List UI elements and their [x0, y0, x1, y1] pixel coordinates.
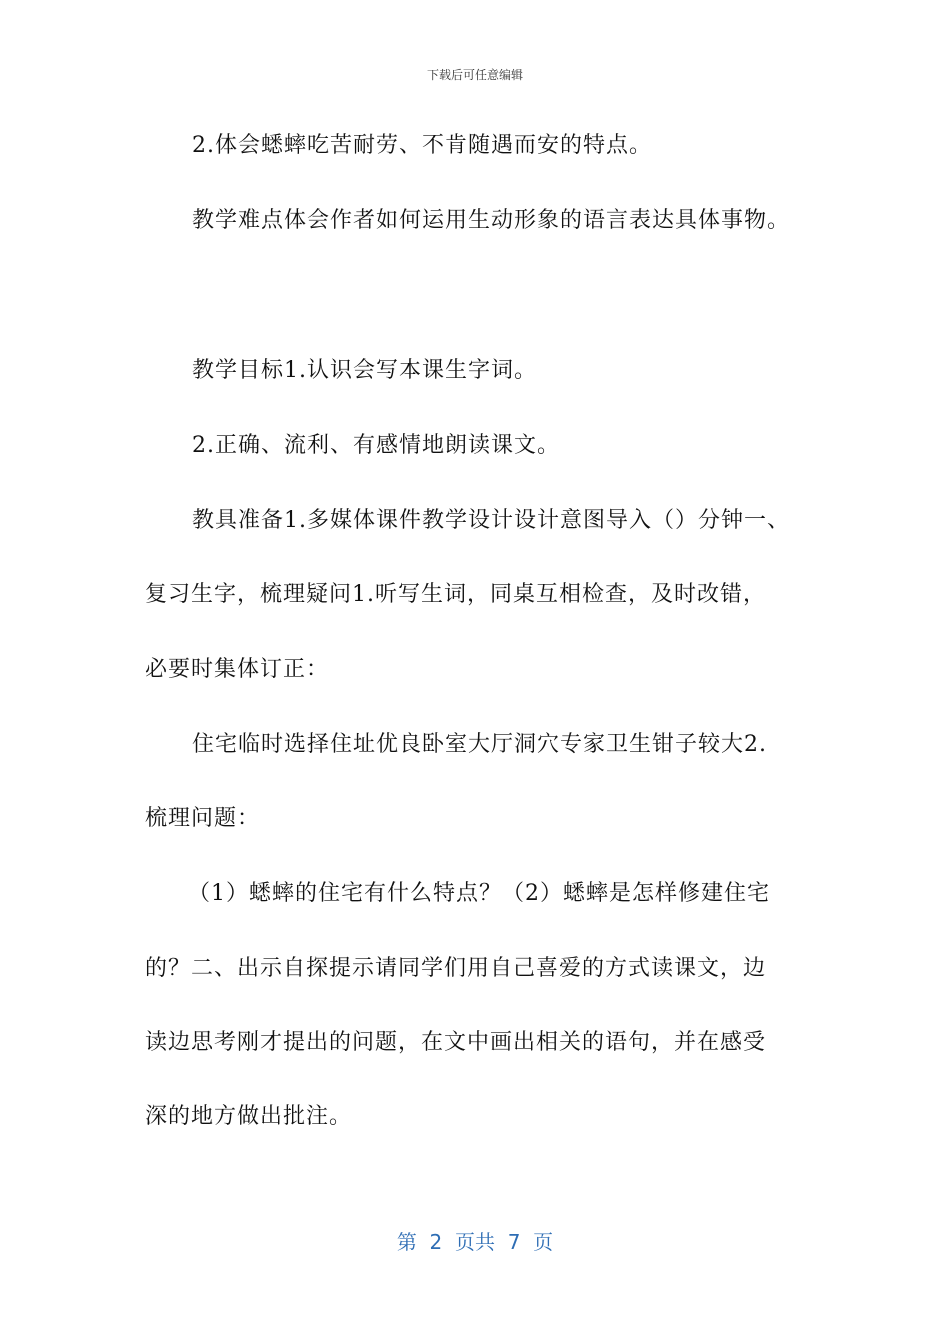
text-line: 的？二、出示自探提示请同学们用自己喜爱的方式读课文，边: [145, 956, 767, 981]
text-line: 必要时集体订正：: [145, 657, 330, 682]
page-number-footer: 第 2 页共 7 页: [396, 1230, 554, 1254]
text-line: 2.正确、流利、有感情地朗读课文。: [192, 433, 560, 458]
text-line: 教具准备1.多媒体课件教学设计设计意图导入（）分钟一、: [192, 508, 790, 533]
text-line: 梳理问题：: [145, 806, 261, 831]
text-line: 2.体会蟋蟀吃苦耐劳、不肯随遇而安的特点。: [192, 133, 652, 158]
text-line: 复习生字，梳理疑问1.听写生词，同桌互相检查，及时改错，: [145, 582, 766, 607]
text-line: 住宅临时选择住址优良卧室大厅洞穴专家卫生钳子较大2.: [192, 732, 767, 757]
text-line: 读边思考刚才提出的问题，在文中画出相关的语句，并在感受: [145, 1030, 767, 1055]
text-line: 深的地方做出批注。: [145, 1104, 353, 1129]
page-header: 下载后可任意编辑: [426, 68, 523, 82]
text-line: （1）蟋蟀的住宅有什么特点？（2）蟋蟀是怎样修建住宅: [188, 881, 770, 906]
text-line: 教学难点体会作者如何运用生动形象的语言表达具体事物。: [192, 208, 791, 233]
text-line: 教学目标1.认识会写本课生字词。: [192, 358, 537, 383]
